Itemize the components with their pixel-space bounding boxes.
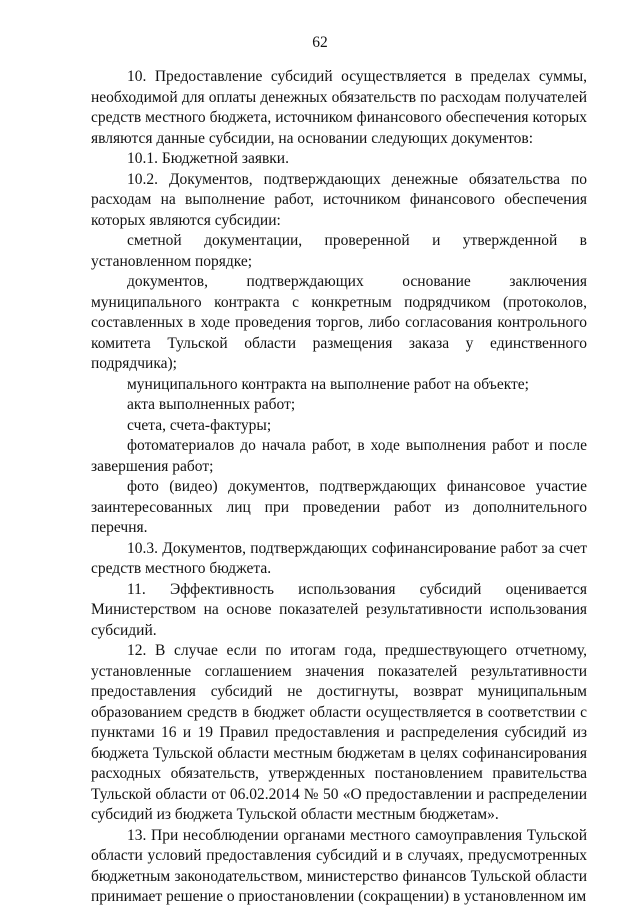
document-body [91,67,587,908]
list-item-estimate-docs: сметной документации, проверенной и утвержденной в установленном порядке; [91,232,587,270]
list-item-municipal-contract: муниципального контракта на выполнение работ на объекте; [127,375,529,393]
list-item-photo-materials: фотоматериалов до начала работ, в ходе выполнения работ и после завершения работ; [91,437,587,475]
list-item-contract-basis-docs: документов, подтверждающих основание заключения муниципального контракта с конкретным подрядчиком (протоколов, составленных в ходе проведения торгов, либо согласования контрольного комитета Тульской области размещения заказа у единственного подрядчика); [91,273,587,372]
paragraph-10: 10. Предоставление субсидий осуществляется в пределах суммы, необходимой для оплаты денежных обязательств по расходам получателей средств местного бюджета, источником финансового обеспечения которых являются данные субсидии, на основании следующих документов: [91,68,587,147]
paragraph-10-1: 10.1. Бюджетной заявки. [127,150,289,167]
paragraph-10-2: 10.2. Документов, подтверждающих денежные обязательства по расходам на выполнение работ, источником финансового обеспечения которых являются субсидии: [91,170,587,229]
paragraph-13: 13. При несоблюдении органами местного самоуправления Тульской области условий предоставления субсидий и в случаях, предусмотренных бюджетным законодательством, министерство финансов Тульской области принимает решение о приостановлении (сокращении) в установленном им [91,826,587,905]
paragraph-10-3: 10.3. Документов, подтверждающих софинансирование работ за счет средств местного бюджета. [91,539,587,577]
page-number: 62 [312,34,328,51]
paragraph-12: 12. В случае если по итогам года, предшествующего отчетному, установленные соглашением значения показателей результативности предоставления субсидий не достигнуты, возврат муниципальным образованием средств в бюджет области осуществляется в соответствии с пунктами 16 и 19 Правил предоставления и распределения субсидий из бюджета Тульской области местным бюджетам в целях софинансирования расходных обязательств, утвержденных постановлением правительства Тульской области от 06.02.2014 № 50 «О предоставлении и распределении субсидий из бюджета Тульской области местным бюджетам». [91,642,587,823]
paragraph-11: 11. Эффективность использования субсидий оценивается Министерством на основе показателей результативности использования субсидий. [91,580,587,639]
list-item-acceptance-act: акта выполненных работ; [127,396,296,413]
list-item-invoices: счета, счета-фактуры; [127,416,272,434]
list-item-photo-video-docs: фото (видео) документов, подтверждающих финансовое участие заинтересованных лиц при проведении работ из дополнительного перечня. [91,478,587,536]
